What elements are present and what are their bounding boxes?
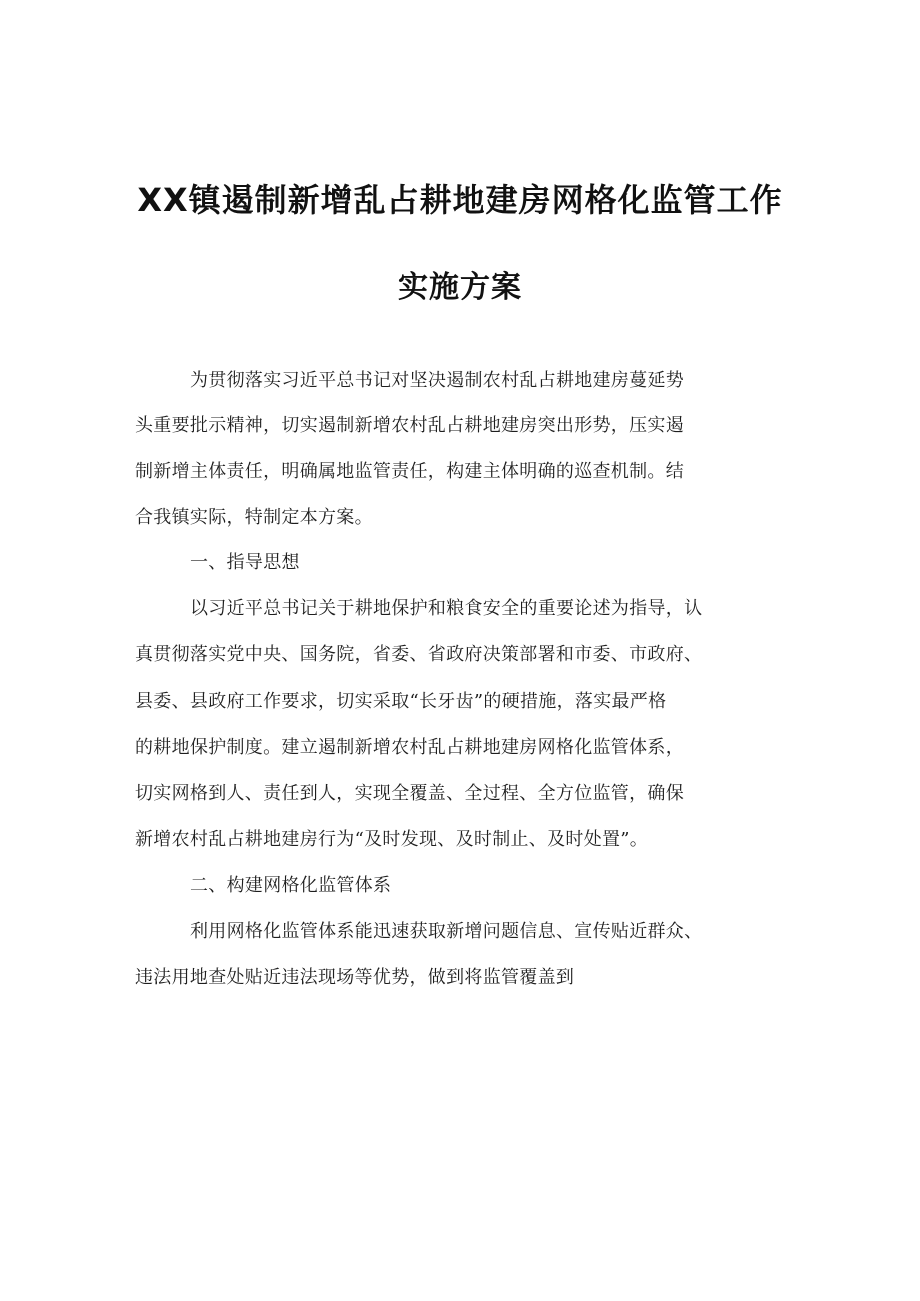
section-heading: 二、构建网格化监管体系 bbox=[190, 875, 392, 896]
body-line: 违法用地查处贴近违法现场等优势，做到将监管覆盖到 bbox=[135, 967, 575, 988]
document-title-line-1: XX镇遏制新增乱占耕地建房网格化监管工作 bbox=[137, 181, 783, 219]
body-line: 头重要批示精神，切实遏制新增农村乱占耕地建房突出形势，压实遏 bbox=[135, 415, 684, 436]
body-line: 利用网格化监管体系能迅速获取新增问题信息、宣传贴近群众、 bbox=[190, 921, 703, 942]
body-line: 为贯彻落实习近平总书记对坚决遏制农村乱占耕地建房蔓延势 bbox=[190, 370, 685, 391]
body-line: 合我镇实际，特制定本方案。 bbox=[135, 507, 373, 528]
section-heading: 一、指导思想 bbox=[190, 552, 300, 573]
body-line: 切实网格到人、责任到人，实现全覆盖、全过程、全方位监管，确保 bbox=[135, 783, 684, 804]
body-line: 县委、县政府工作要求，切实采取“长牙齿”的硬措施，落实最严格 bbox=[135, 691, 667, 712]
body-line: 以习近平总书记关于耕地保护和粮食安全的重要论述为指导，认 bbox=[190, 598, 703, 619]
body-line: 真贯彻落实党中央、国务院，省委、省政府决策部署和市委、市政府、 bbox=[135, 644, 703, 665]
body-line: 制新增主体责任，明确属地监管责任，构建主体明确的巡查机制。结 bbox=[135, 461, 684, 482]
body-line: 的耕地保护制度。建立遏制新增农村乱占耕地建房网格化监管体系， bbox=[135, 737, 684, 758]
document-title-line-2: 实施方案 bbox=[398, 270, 522, 305]
body-line: 新增农村乱占耕地建房行为“及时发现、及时制止、及时处置”。 bbox=[135, 829, 649, 850]
